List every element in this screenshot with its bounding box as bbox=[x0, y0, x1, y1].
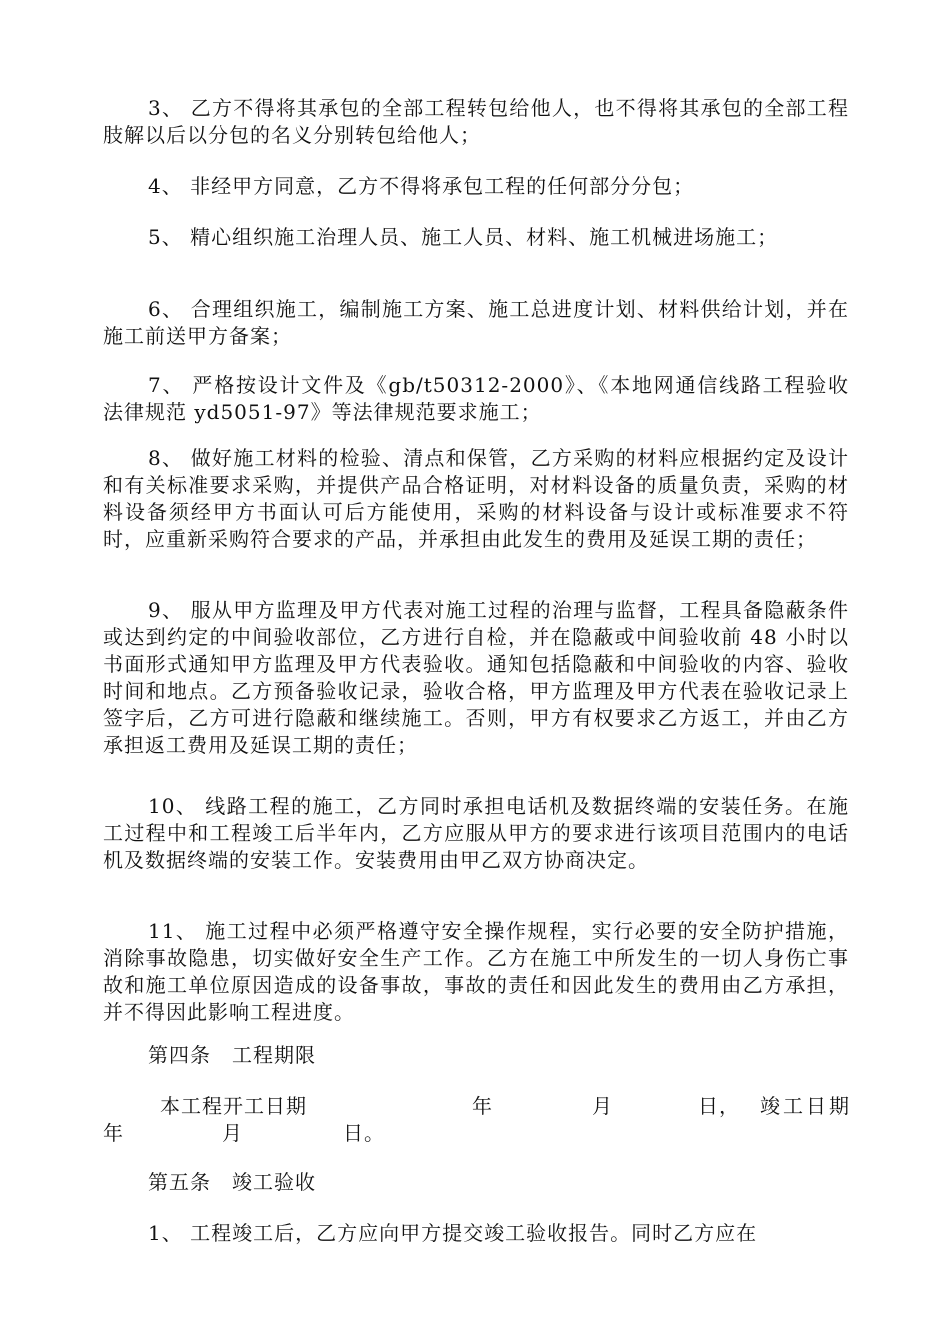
start-day-label: 日， bbox=[698, 1094, 740, 1118]
start-date-label: 本工程开工日期 bbox=[160, 1094, 307, 1118]
clause-3: 3、 乙方不得将其承包的全部工程转包给他人，也不得将其承包的全部工程肢解以后以分包的名义分别转包给他人； bbox=[103, 96, 849, 147]
clause-7: 7、 严格按设计文件及《gb/t50312-2000》、《本地网通信线路工程验收法律规范 yd5051-97》等法律规范要求施工； bbox=[103, 373, 849, 424]
article-4-heading: 第四条 工程期限 bbox=[148, 1043, 316, 1067]
clause-10: 10、 线路工程的施工，乙方同时承担电话机及数据终端的安装任务。在施工过程中和工程竣工后半年内，乙方应服从甲方的要求进行该项目范围内的电话机及数据终端的安装工作。安装费用由甲乙双方协商决定。 bbox=[103, 794, 849, 872]
clause-4: 4、 非经甲方同意，乙方不得将承包工程的任何部分分包； bbox=[148, 174, 695, 198]
start-year-label: 年 bbox=[472, 1094, 493, 1118]
end-year-label: 年 bbox=[103, 1121, 124, 1145]
end-day-label: 日。 bbox=[343, 1121, 385, 1145]
clause-11: 11、 施工过程中必须严格遵守安全操作规程，实行必要的安全防护措施，消除事故隐患，切实做好安全生产工作。乙方在施工中所发生的一切人身伤亡事故和施工单位原因造成的设备事故，事故的责任和因此发生的费用由乙方承担，并不得因此影响工程进度。 bbox=[103, 919, 849, 1024]
clause-6: 6、 合理组织施工，编制施工方案、施工总进度计划、材料供给计划，并在施工前送甲方备案； bbox=[103, 297, 849, 348]
start-month-label: 月 bbox=[592, 1094, 613, 1118]
end-month-label: 月 bbox=[222, 1121, 243, 1145]
clause-9: 9、 服从甲方监理及甲方代表对施工过程的治理与监督，工程具备隐蔽条件或达到约定的中间验收部位，乙方进行自检，并在隐蔽或中间验收前 48 小时以书面形式通知甲方监理及甲方代表验收。通知包括隐蔽和中间验收的内容、验收时间和地点。乙方预备验收记录，验收合格，甲方监理及甲方代表在验收记录上签字后，乙方可进行隐蔽和继续施工。否则，甲方有权要求乙方返工，并由乙方承担返工费用及延误工期的责任； bbox=[103, 598, 849, 757]
end-date-label: 竣工日期 bbox=[760, 1094, 852, 1118]
clause-5: 5、 精心组织施工治理人员、施工人员、材料、施工机械进场施工； bbox=[148, 225, 779, 249]
article-5-heading: 第五条 竣工验收 bbox=[148, 1170, 316, 1194]
clause-8: 8、 做好施工材料的检验、清点和保管，乙方采购的材料应根据约定及设计和有关标准要求采购，并提供产品合格证明，对材料设备的质量负责，采购的材料设备须经甲方书面认可后方能使用，采购的材料设备与设计或标准要求不符时，应重新采购符合要求的产品，并承担由此发生的费用及延误工期的责任； bbox=[103, 446, 849, 551]
article-5-clause-1: 1、 工程竣工后，乙方应向甲方提交竣工验收报告。同时乙方应在 bbox=[148, 1221, 758, 1245]
